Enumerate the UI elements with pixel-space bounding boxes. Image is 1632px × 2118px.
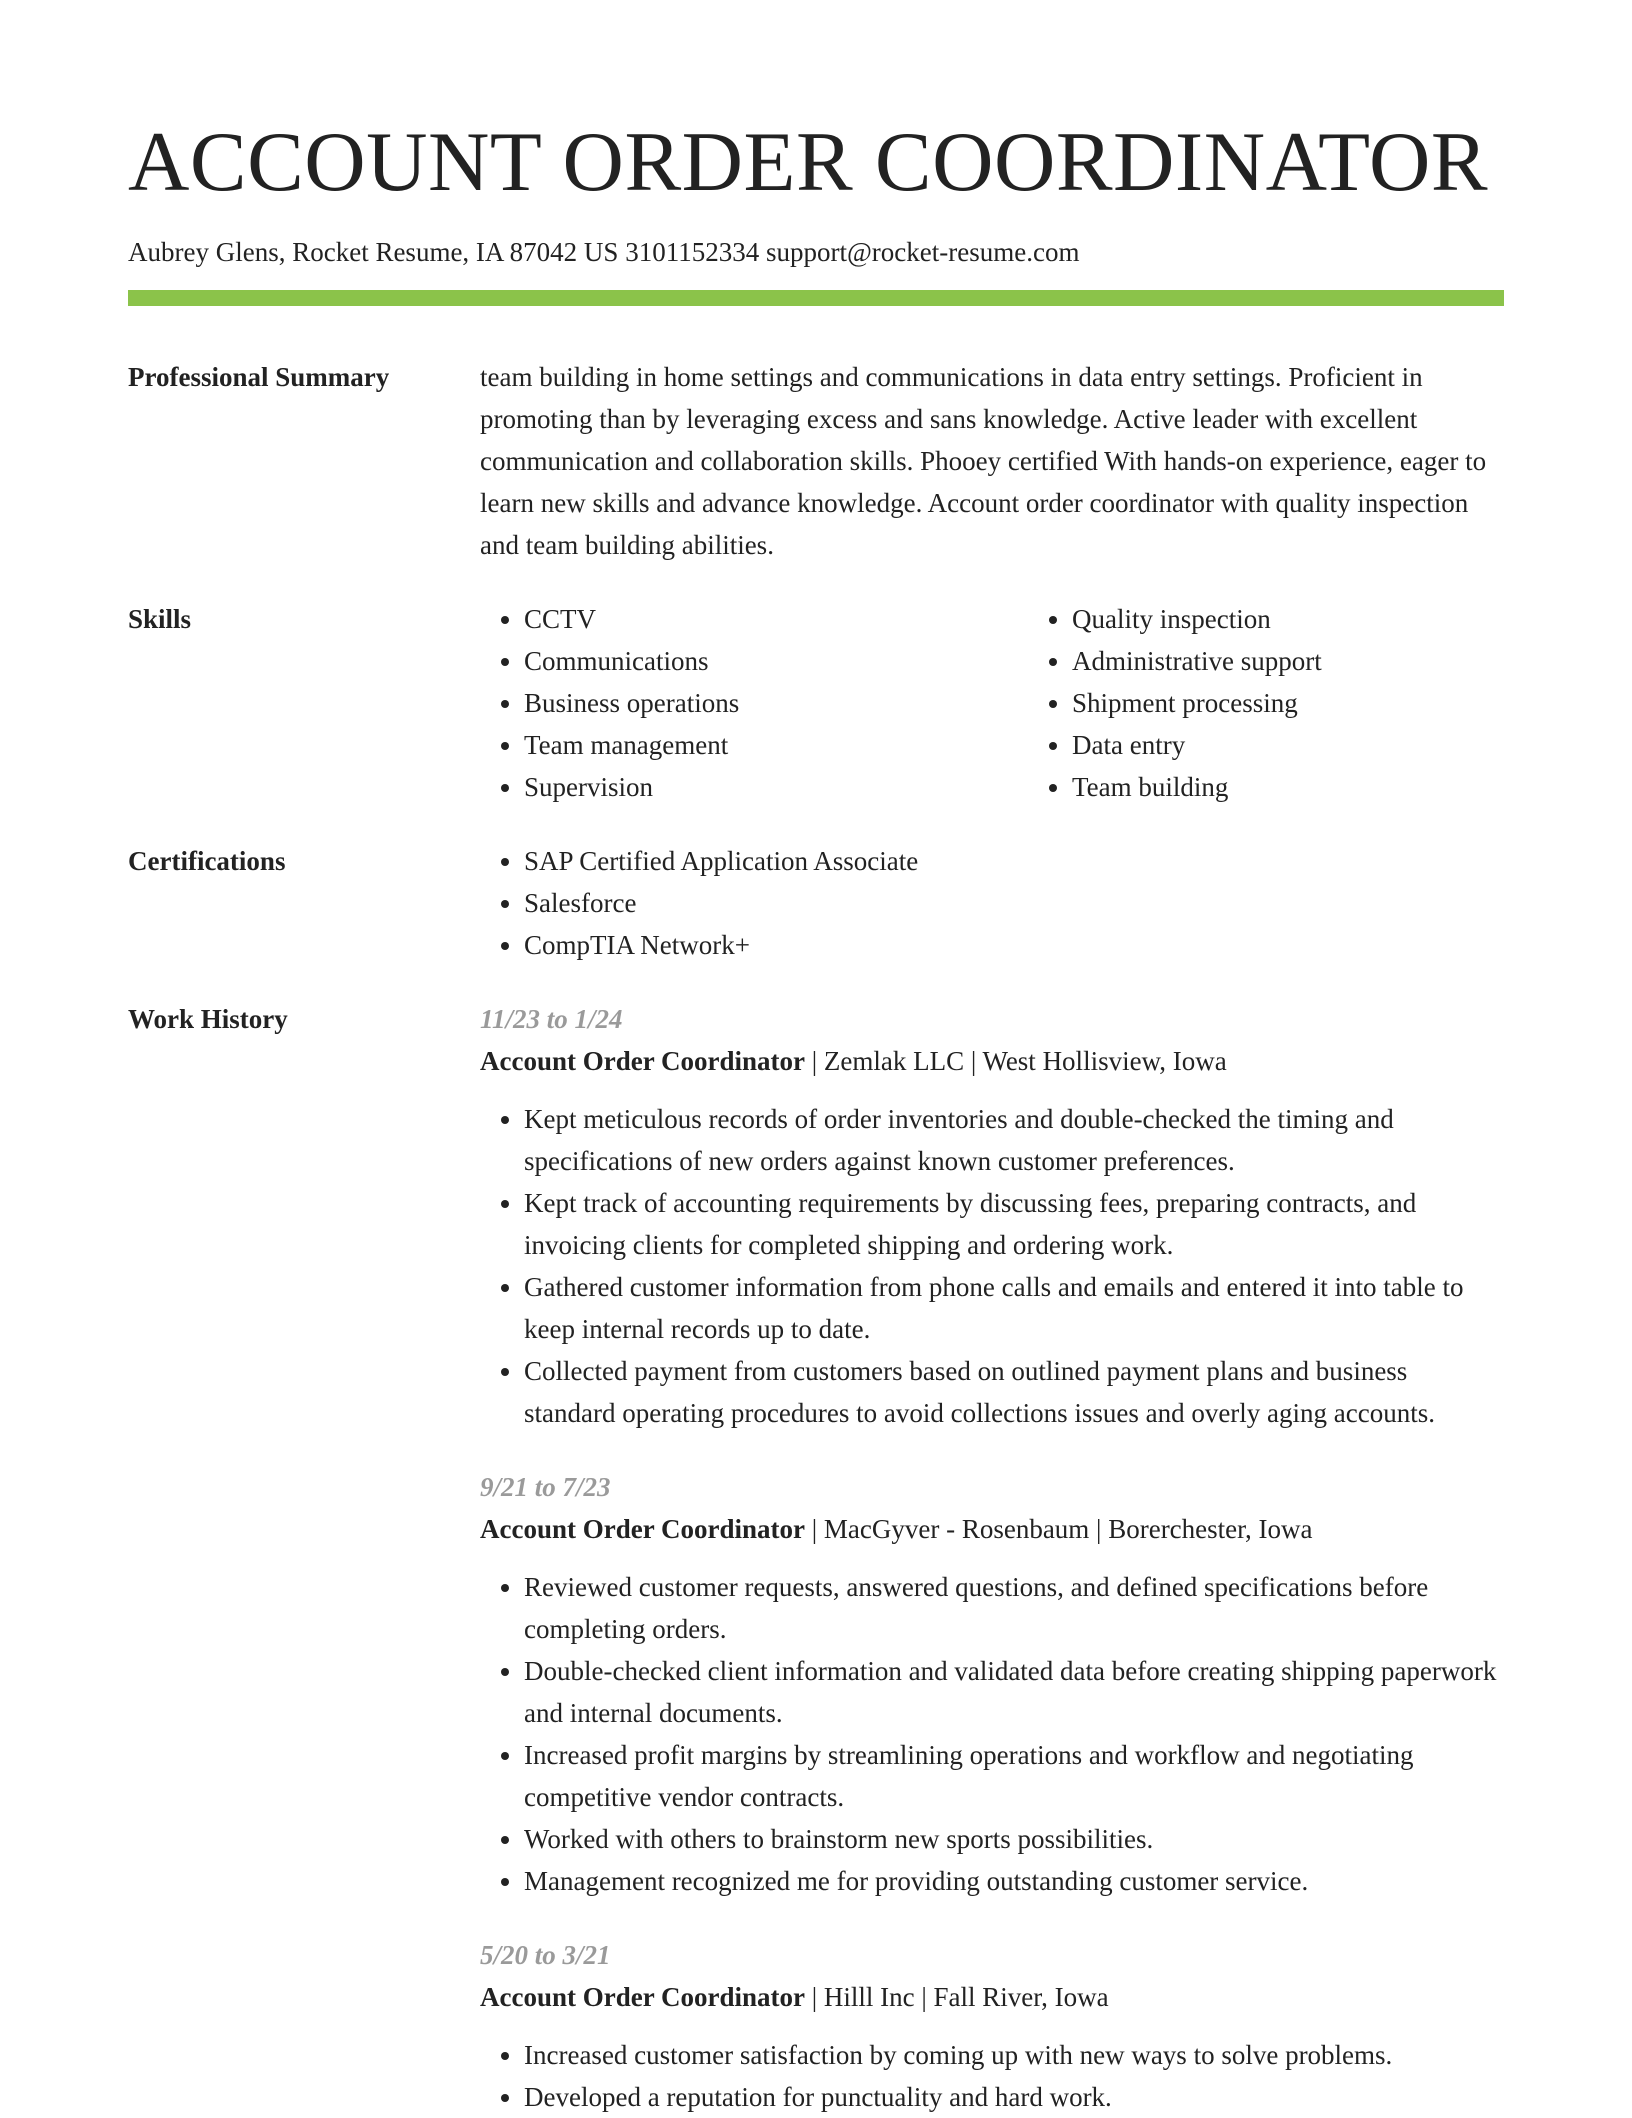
skill-item: • Administrative support	[1072, 640, 1532, 682]
job-entry	[480, 1466, 1504, 1902]
job-bullets	[480, 2034, 1504, 2118]
skill-item: • Data entry	[1072, 724, 1532, 766]
job-heading	[480, 1040, 1504, 1082]
accent-divider	[128, 290, 1504, 306]
job-bullet: • Double-checked client information and validated data before creating shipping paperwork and internal documents.	[524, 1650, 1504, 1734]
job-bullet: • Collected payment from customers based on outlined payment plans and business standard operating procedures to avoid collections issues and overly aging accounts.	[524, 1350, 1504, 1434]
job-bullet: • Kept track of accounting requirements by discussing fees, preparing contracts, and invoicing clients for completed shipping and ordering work.	[524, 1182, 1504, 1266]
job-title: Account Order Coordinator	[480, 1982, 805, 2013]
skill-item: • CCTV	[524, 598, 984, 640]
job-heading	[480, 1508, 1504, 1550]
job-entry	[480, 1934, 1504, 2118]
certifications-body	[480, 840, 1504, 966]
skill-item: • Business operations	[524, 682, 984, 724]
section-label-summary: Professional Summary	[128, 362, 390, 393]
job-details: | Zemlak LLC | West Hollisview, Iowa	[804, 1046, 1227, 1077]
summary-section	[128, 356, 1504, 566]
skill-item: • Quality inspection	[1072, 598, 1532, 640]
job-entry	[480, 998, 1504, 1434]
job-details: | MacGyver - Rosenbaum | Borerchester, Iowa	[804, 1514, 1313, 1545]
skills-list-right	[1028, 598, 1532, 808]
work-history-section	[128, 998, 1504, 2118]
job-dates: 5/20 to 3/21	[480, 1940, 611, 1971]
skill-item: • Supervision	[524, 766, 984, 808]
job-bullet: • Management recognized me for providing outstanding customer service.	[524, 1860, 1504, 1902]
certifications-list	[480, 840, 1504, 966]
job-details: | Hilll Inc | Fall River, Iowa	[804, 1982, 1109, 2013]
summary-text: team building in home settings and communications in data entry settings. Proficient in promoting than by leveraging excess and sans knowledge. Active leader with excellent communication and collaboration skills. Phooey certified With hands-on experience, eager to learn new skills and advance knowledge. Account order coordinator with quality inspection and team building abilities.	[480, 362, 1487, 561]
certification-item: • Salesforce	[524, 882, 1504, 924]
resume-title: ACCOUNT ORDER COORDINATOR	[128, 115, 1489, 209]
certification-item: • SAP Certified Application Associate	[524, 840, 1504, 882]
job-bullet: • Worked with others to brainstorm new sports possibilities.	[524, 1818, 1504, 1860]
skill-item: • Shipment processing	[1072, 682, 1532, 724]
contact-line: Aubrey Glens, Rocket Resume, IA 87042 US 3101152334 support@rocket-resume.com	[128, 237, 1080, 267]
job-bullet: • Reviewed customer requests, answered questions, and defined specifications before completing orders.	[524, 1566, 1504, 1650]
certification-item: • CompTIA Network+	[524, 924, 1504, 966]
job-dates: 9/21 to 7/23	[480, 1472, 611, 1503]
skill-item: • Team management	[524, 724, 984, 766]
job-bullets	[480, 1098, 1504, 1434]
job-title: Account Order Coordinator	[480, 1046, 805, 1077]
section-label-work-history: Work History	[128, 1004, 288, 1035]
job-title: Account Order Coordinator	[480, 1514, 805, 1545]
certifications-section	[128, 840, 1504, 966]
skill-item: • Team building	[1072, 766, 1532, 808]
job-dates: 11/23 to 1/24	[480, 1004, 623, 1035]
job-bullet: • Increased profit margins by streamlining operations and workflow and negotiating competitive vendor contracts.	[524, 1734, 1504, 1818]
skills-list-left	[480, 598, 984, 808]
work-history-body	[480, 998, 1504, 2118]
section-label-skills: Skills	[128, 604, 192, 635]
skills-columns	[480, 598, 1504, 808]
job-bullet: • Developed a reputation for punctuality and hard work.	[524, 2076, 1504, 2118]
skills-section	[128, 598, 1504, 808]
job-heading	[480, 1976, 1504, 2018]
job-bullets	[480, 1566, 1504, 1902]
section-label-certifications: Certifications	[128, 846, 286, 877]
job-bullet: • Increased customer satisfaction by coming up with new ways to solve problems.	[524, 2034, 1504, 2076]
skill-item: • Communications	[524, 640, 984, 682]
job-bullet: • Gathered customer information from phone calls and emails and entered it into table to keep internal records up to date.	[524, 1266, 1504, 1350]
job-bullet: • Kept meticulous records of order inventories and double-checked the timing and specifications of new orders against known customer preferences.	[524, 1098, 1504, 1182]
